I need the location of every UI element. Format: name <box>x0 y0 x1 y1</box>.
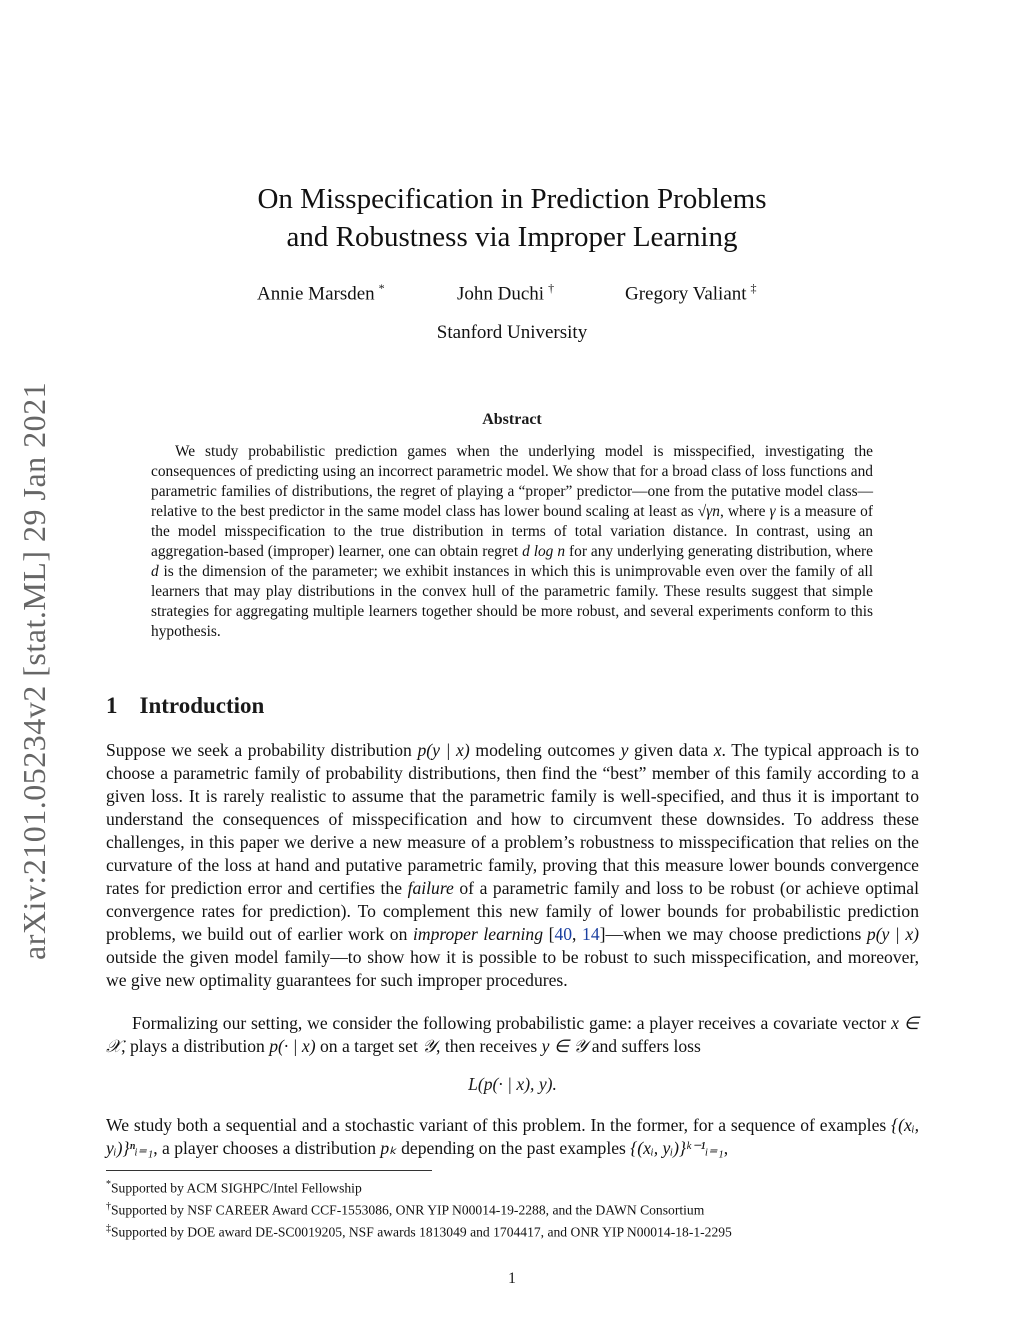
math-p-k: pₖ <box>380 1138 397 1158</box>
abstract-body <box>151 442 873 642</box>
author-1 <box>257 281 385 305</box>
math-x-in-X: x ∈ 𝒳 <box>106 1013 919 1056</box>
abstract-text-5: is the dimension of the parameter; we exhibit instances in which this is unimprovable even over the family of all learners that may play distributions in the convex hull of the parametric family. These results suggest that simple strategies for aggregating multiple learners together should be more robust, and several experiments conform to this hypothesis. <box>151 563 873 640</box>
intro-paragraph-3 <box>106 1114 919 1160</box>
footnote-3 <box>106 1220 919 1242</box>
text: We study both a sequential and a stochastic variant of this problem. In the former, for a sequence of examples <box>106 1115 892 1135</box>
footnote-text: Supported by DOE award DE-SC0019205, NSF awards 1813049 and 1704417, and ONR YIP N00014-18-1-2295 <box>111 1224 732 1240</box>
abstract-heading: Abstract <box>482 411 542 428</box>
abstract-text-2: , where <box>719 503 770 520</box>
footnotes <box>106 1176 919 1242</box>
arxiv-identifier: arXiv:2101.05234v2 [stat.ML] 29 Jan 2021 <box>16 381 52 960</box>
text: on a target set <box>315 1036 423 1056</box>
math-p-y-given-x: p(y | x) <box>417 740 470 760</box>
intro-paragraph-2 <box>106 1012 919 1058</box>
text: of a parametric family and loss to be robust (or achieve optimal convergence rates for prediction). To complement this new family of lower bounds for probabilistic prediction problems, we build out of earlier work on <box>106 878 919 944</box>
text: depending on the past examples <box>396 1138 631 1158</box>
footnote-divider <box>106 1170 432 1171</box>
author-name: Annie Marsden <box>257 283 375 305</box>
text: , <box>723 1138 729 1158</box>
text: outside the given model family—to show how it is possible to be robust to such misspecification, and moreover, we give new optimality guarantees for such improper procedures. <box>106 947 919 990</box>
section-heading <box>106 693 264 719</box>
emph-failure: failure <box>407 878 454 898</box>
text: , <box>572 924 583 944</box>
author-name: Gregory Valiant <box>625 283 747 305</box>
footnote-text: Supported by ACM SIGHPC/Intel Fellowship <box>111 1180 362 1196</box>
author-mark: † <box>548 281 555 295</box>
author-2 <box>457 281 554 305</box>
intro-paragraph-1 <box>106 739 919 992</box>
text: modeling outcomes <box>469 740 621 760</box>
math-Y: 𝒴 <box>422 1036 437 1056</box>
text: given data <box>628 740 714 760</box>
citation-link-40[interactable]: 40 <box>554 924 573 944</box>
abstract-text-4: for any underlying generating distribution, where <box>565 543 873 560</box>
author-3 <box>625 281 757 305</box>
sqrt-gamma-n: √γn <box>697 503 720 520</box>
math-y: y <box>620 740 629 760</box>
paper-title <box>150 180 874 256</box>
page-number: 1 <box>508 1270 516 1287</box>
text: . The typical approach is to choose a parametric family of probability distributions, then find the “best” member of this family according to a given loss. It is rarely realistic to assume that the parametric family is well-specified, and thus it is important to understand the consequences of misspecification and how to circumvent these downsides. To address these challenges, in this paper we derive a new measure of a problem’s robustness to misspecification that relies on the curvature of the loss at hand and putative parametric family, proving that this measure lower bounds convergence rates for prediction error and certifies the <box>106 740 919 898</box>
author-list <box>150 281 874 307</box>
math-sequence-k-minus-1: {(xᵢ, yᵢ)}ᵏ⁻¹ᵢ₌₁ <box>630 1138 724 1158</box>
text: —when we may choose predictions <box>605 924 867 944</box>
author-mark: * <box>378 281 385 295</box>
section-title: Introduction <box>139 693 265 718</box>
d-symbol: d <box>151 563 159 580</box>
footnote-text: Supported by NSF CAREER Award CCF-1553086, ONR YIP N00014-19-2288, and the DAWN Consortium <box>111 1202 705 1218</box>
footnote-mark: ‡ <box>106 1223 111 1235</box>
footnote-2 <box>106 1198 919 1220</box>
d-log-n: d log n <box>522 543 566 560</box>
footnote-1 <box>106 1176 919 1198</box>
author-name: John Duchi <box>457 283 545 305</box>
text: , then receives <box>436 1036 542 1056</box>
math-y-in-Y: y ∈ 𝒴 <box>541 1036 588 1056</box>
gamma-symbol: γ <box>769 503 776 520</box>
math-p-y-given-x: p(y | x) <box>866 924 920 944</box>
footnote-mark: * <box>106 1179 111 1190</box>
text: ] <box>599 924 606 944</box>
title-line-2: and Robustness via Improper Learning <box>286 221 738 253</box>
math-sequence-n: {(xᵢ, yᵢ)}ⁿᵢ₌₁ <box>106 1115 919 1158</box>
citation-link-14[interactable]: 14 <box>582 924 600 944</box>
math-p-dot-given-x: p(· | x) <box>269 1036 316 1056</box>
affiliation: Stanford University <box>436 322 588 343</box>
text: Formalizing our setting, we consider the following probabilistic game: a player receives a covariate vector <box>132 1013 892 1033</box>
abstract-text-3: is a measure of the model misspecification to the true distribution in terms of total variation distance. In contrast, using an aggregation-based (improper) learner, one can obtain regret <box>151 503 874 560</box>
abstract-text-1: We study probabilistic prediction games when the underlying model is misspecified, investigating the consequences of predicting using an incorrect parametric model. We show that for a broad class of loss functions and parametric families of distributions, the regret of playing a “proper” predictor—one from the putative model class—relative to the best predictor in the same model class has lower bound scaling at least as <box>151 443 873 520</box>
title-line-1: On Misspecification in Prediction Problems <box>257 183 767 215</box>
text: , plays a distribution <box>121 1036 270 1056</box>
math-x: x <box>713 740 722 760</box>
footnote-mark: † <box>106 1201 111 1213</box>
emph-improper-learning: improper learning <box>412 924 543 944</box>
text: Suppose we seek a probability distribution <box>106 740 418 760</box>
section-number: 1 <box>106 693 118 718</box>
text: and suffers loss <box>587 1036 701 1056</box>
text: [ <box>543 924 555 944</box>
author-mark: ‡ <box>750 281 757 295</box>
display-equation-loss: L(p(· | x), y). <box>468 1074 557 1094</box>
text: , a player chooses a distribution <box>153 1138 381 1158</box>
